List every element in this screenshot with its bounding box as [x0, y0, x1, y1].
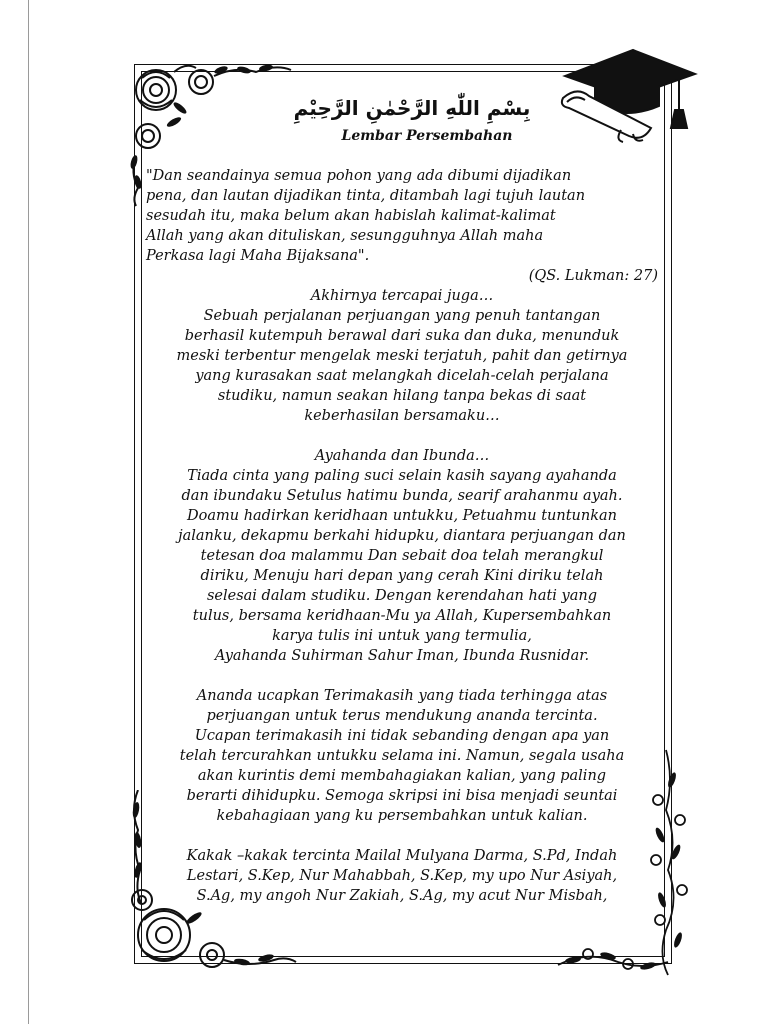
text-line: kebahagiaan yang ku persembahkan untuk kalian. — [216, 808, 588, 824]
text-line: yang kurasakan saat melangkah dicelah-celah perjalana — [195, 368, 609, 384]
quote-citation: (QS. Lukman: 27) — [528, 268, 658, 284]
dedication-content — [146, 96, 658, 906]
text-line: Kakak –kakak tercinta Mailal Mulyana Darma, S.Pd, Indah — [186, 848, 618, 864]
section-siblings — [146, 846, 658, 906]
section-achievement — [146, 286, 658, 426]
text-line: studiku, namun seakan hilang tanpa bekas di saat — [217, 388, 587, 404]
quote-line: "Dan seandainya semua pohon yang ada dibumi dijadikan — [146, 168, 572, 184]
text-line: selesai dalam studiku. Dengan kerendahan hati yang — [206, 588, 598, 604]
text-line: meski terbentur mengelak meski terjatuh, pahit dan getirnya — [176, 348, 628, 364]
text-line: keberhasilan bersamaku… — [304, 408, 500, 424]
page-title: Lembar Persembahan — [341, 128, 513, 144]
text-line: jalanku, dekapmu berkahi hidupku, diantara perjuangan dan — [178, 528, 626, 544]
text-line: perjuangan untuk terus mendukung ananda tercinta. — [206, 708, 598, 724]
basmala-calligraphy — [166, 96, 658, 120]
text-line: S.Ag, my angoh Nur Zakiah, S.Ag, my acut Nur Misbah, — [196, 888, 608, 904]
section-gratitude — [146, 686, 658, 826]
quote-line: pena, dan lautan dijadikan tinta, ditambah lagi tujuh lautan — [146, 188, 586, 204]
text-line: telah tercurahkan untukku selama ini. Namun, segala usaha — [179, 748, 625, 764]
text-line: berarti dihidupku. Semoga skripsi ini bisa menjadi seuntai — [186, 788, 618, 804]
section-parents — [146, 446, 658, 666]
text-line: dan ibundaku Setulus hatimu bunda, searif arahanmu ayah. — [181, 488, 623, 504]
text-line: Ayahanda dan Ibunda… — [314, 448, 490, 464]
basmala-text: بِسْمِ اللّٰهِ الرَّحْمٰنِ الرَّحِيْمِ — [293, 96, 531, 120]
text-line: Lestari, S.Kep, Nur Mahabbah, S.Kep, my upo Nur Asiyah, — [186, 868, 618, 884]
text-line: diriku, Menuju hari depan yang cerah Kini diriku telah — [200, 568, 604, 584]
text-line: Ananda ucapkan Terimakasih yang tiada terhingga atas — [196, 688, 608, 704]
text-line: akan kurintis demi membahagiakan kalian, yang paling — [197, 768, 607, 784]
text-line: Ucapan terimakasih ini tidak sebanding dengan apa yan — [194, 728, 610, 744]
quote-line: Perkasa lagi Maha Bijaksana". — [146, 248, 370, 264]
text-line: Akhirnya tercapai juga… — [310, 288, 494, 304]
page-left-edge — [28, 0, 29, 1024]
quote-line: Allah yang akan dituliskan, sesungguhnya Allah maha — [146, 228, 544, 244]
text-line: Sebuah perjalanan perjuangan yang penuh tantangan — [203, 308, 601, 324]
text-line: karya tulis ini untuk yang termulia, — [272, 628, 532, 644]
text-line: Doamu hadirkan keridhaan untukku, Petuahmu tuntunkan — [187, 508, 617, 524]
text-line: tetesan doa malammu Dan sebait doa telah merangkul — [200, 548, 604, 564]
quran-quote — [146, 166, 658, 266]
text-line: Tiada cinta yang paling suci selain kasih sayang ayahanda — [187, 468, 617, 484]
quote-line: sesudah itu, maka belum akan habislah kalimat-kalimat — [146, 208, 556, 224]
text-line: tulus, bersama keridhaan-Mu ya Allah, Kupersembahkan — [192, 608, 612, 624]
text-line: Ayahanda Suhirman Sahur Iman, Ibunda Rusnidar. — [214, 648, 590, 664]
text-line: berhasil kutempuh berawal dari suka dan duka, menunduk — [184, 328, 620, 344]
